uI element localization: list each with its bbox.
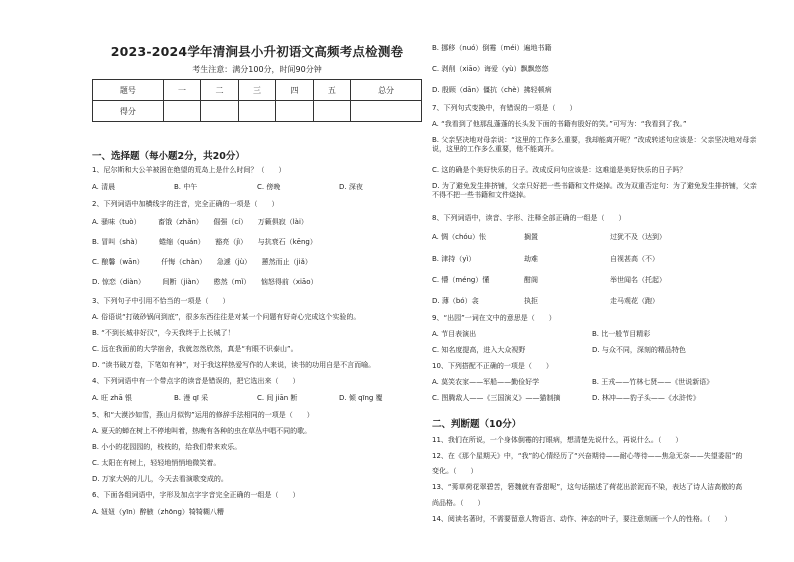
q1-option-d: D. 深夜 (339, 183, 363, 191)
judge-13-line2: 尚品格。（ ） (432, 499, 485, 507)
score-header-cell: 一 (163, 80, 200, 101)
q3-option-b: B. “不到长城非好汉”，今天我终于上长城了！ (92, 329, 235, 337)
question-8: 8、下列词语中，读音、字形、注释全部正确的一组是（ ） (432, 214, 626, 222)
q9-option-c: C. 知名度提高，进入大众视野 (432, 346, 526, 354)
score-header-cell: 题号 (93, 80, 164, 101)
score-cell[interactable] (201, 101, 238, 122)
question-6: 6、下面各组词语中，字形及加点字字音完全正确的一组是（ ） (92, 491, 300, 499)
q8-row-c-word2: 酣阁 (524, 276, 538, 284)
question-4: 4、下列词语中有一个带点字的读音是错误的，把它选出来（ ） (92, 377, 300, 385)
q4-option-c: C. 间 jiān 断 (257, 394, 298, 402)
question-5: 5、和“大漠沙如雪，燕山月似钩”运用的修辞手法相同的一项是（ ） (92, 411, 314, 419)
score-header-cell: 四 (276, 80, 313, 101)
question-7: 7、下列句式变换中，有错误的一项是（ ） (432, 104, 577, 112)
q1-option-b: B. 中午 (174, 183, 198, 191)
q10-option-a: A. 莫笑农家——军船——勤俭好学 (432, 378, 540, 386)
q2-option-c: C. 酿馨（wān） 仟悔（chàn） 急遽（jù） 蕙然而止（jiǎ） (92, 258, 312, 266)
q5-option-c: C. 太阳在有树上，轻轻地悄悄地微笑着。 (92, 459, 221, 467)
q8-row-a-word1: A. 惆（chóu）怅 (432, 233, 487, 241)
q8-row-a-word2: 搁置 (524, 233, 538, 241)
question-3: 3、下列句子中引用不恰当的一项是（ ） (92, 297, 230, 305)
q5-option-b: B. 小小的花园园的，枝枝的，给我们带来欢乐。 (92, 443, 242, 451)
q1-option-c: C. 傍晚 (257, 183, 281, 191)
q6-option-c: C. 剥削（xiāo）诲爱（yù）飘飘悠悠 (432, 65, 549, 73)
q8-row-d-word1: D. 薄（bó）衾 (432, 297, 479, 305)
q8-row-d-word3: 走马观花（跑） (610, 297, 659, 305)
score-cell[interactable] (313, 101, 350, 122)
q4-option-a: A. 旺 zhā 银 (92, 394, 132, 402)
exam-notice: 考生注意：满分100分，时间90分钟 (192, 65, 322, 74)
q2-option-a: A. 骚味（tuò） 畜饿（zhǎn） 倔强（cí） 万籁俱寂（lài） (92, 218, 308, 226)
q9-option-a: A. 节目表演出 (432, 330, 477, 338)
q2-option-b: B. 冒叫（shà） 蜷缩（quán） 豁亮（jì） 与抗衰石（kēng） (92, 238, 317, 246)
score-table-score-row (93, 101, 422, 122)
q1-option-a: A. 清晨 (92, 183, 116, 191)
q5-option-d: D. 万家大妈的儿儿，今天去看演歌变成的。 (92, 475, 228, 483)
left-column (92, 0, 422, 562)
q8-row-c-word3: 举世闻名（托起） (610, 276, 666, 284)
right-column (432, 0, 762, 562)
q7-option-d: D. 为了避免发生排挤铺，父亲只好把一些书籍和文件烧掉。改为双重否定句：为了避免发生排挤铺，父亲不得不把一些书籍和文件烧掉。 (432, 182, 757, 199)
score-cell[interactable] (276, 101, 313, 122)
score-cell[interactable] (351, 101, 422, 122)
q8-row-c-word1: C. 懵（méng）懂 (432, 276, 490, 284)
judge-12-line1: 12、在《那个星期天》中，“我”的心情经历了“兴奋期待——耐心等待——焦急无奈——失望委屈”的 (432, 452, 743, 460)
judge-11: 11、我们在所说，一个身体倒霉的打眼病，想清楚先说什么，再说什么。（ ） (432, 436, 683, 444)
q6-option-d: D. 殷顾（dān）僵抗（chè）拂轻顿病 (432, 86, 552, 94)
question-2: 2、下列词语中加横线字的注音，完全正确的一项是（ ） (92, 200, 279, 208)
q3-option-a: A. 俗语说“打破砂锅问到底”，很多东西往往是对某一个问题有好奇心完成这个实验的。 (92, 313, 361, 321)
q10-option-b: B. 王戎——竹林七贤——《世说新语》 (592, 378, 714, 386)
q4-option-d: D. 倾 qīng 覆 (339, 394, 383, 402)
score-header-cell: 二 (201, 80, 238, 101)
q9-option-b: B. 比一般节目精彩 (592, 330, 651, 338)
q7-option-a: A. “我看到了他那乱蓬蓬的长头发下面的书籍有股好的笑。”可写为：“我看到了我。” (432, 120, 687, 128)
question-1: 1、尼尔斯和大公羊被困在绝望的荒岛上是什么时间？（ ） (92, 166, 286, 174)
q8-row-b-word2: 劫难 (524, 255, 538, 263)
score-cell[interactable] (163, 101, 200, 122)
question-10: 10、下列搭配不正确的一项是（ ） (432, 362, 553, 370)
q4-option-b: B. 漫 qī 采 (174, 394, 209, 402)
judge-14: 14、阅读名著时，不需要留意人物语言、动作、神态的叶子，要注意刻画一个人的性格。（ ） (432, 515, 732, 523)
q10-option-d: D. 林冲——豹子头——《水浒传》 (592, 394, 700, 402)
q8-row-d-word2: 执拒 (524, 297, 538, 305)
judge-13-line1: 13、“莠草荷花翠碧苦，箬魏就有香甜呢”，这句话描述了荷花出淤泥而不染，表达了诗人洁高傲的高 (432, 483, 743, 491)
score-table-header-row (93, 80, 422, 101)
q3-option-d: D. “读书破万卷，下笔如有神”，对于我这样热爱写作的人来说，读书的功用自是不言而喻。 (92, 361, 376, 369)
score-row-label: 得分 (93, 101, 164, 122)
q8-row-b-word1: B. 津持（yì） (432, 255, 476, 263)
q10-option-c: C. 图腾敌人——《三国演义》——猫制摘 (432, 394, 561, 402)
q7-option-b: B. 父亲坚决地对母亲说：“这里的工作多么重要，我却能离开呢？”改成转述句应该是：父亲坚决地对母亲说，这里的工作多么重要，他不能离开。 (432, 136, 757, 153)
q6-option-b: B. 挪移（nuó）倒霉（méi）遍地书籍 (432, 44, 552, 52)
judge-12-line2: 变化。（ ） (432, 467, 478, 475)
q9-option-d: D. 与众不同，深刻的精品特色 (592, 346, 686, 354)
score-cell[interactable] (238, 101, 275, 122)
section-heading-choice: 一、选择题（每小题2分，共20分） (92, 151, 245, 162)
question-9: 9、“出园”一词在文中的意思是（ ） (432, 314, 556, 322)
q3-option-c: C. 远在我面前的大学宿舍，我就忽然欣然，真是“有眼不识泰山”。 (92, 345, 298, 353)
q7-option-c: C. 这的确是个美好快乐的日子。改成反问句应该是：这难道是美好快乐的日子吗？ (432, 166, 687, 174)
page-title: 2023-2024学年清涧县小升初语文高频考点检测卷 (110, 44, 404, 59)
q5-option-a: A. 夏天的蝉在树上不停地叫着，热晚有各种的虫在草丛中唱不同的歌。 (92, 427, 312, 435)
q2-option-d: D. 惊恋（diàn） 间断（jiàn） 憨然（mǐ） 恼怒得前（xiāo） (92, 278, 318, 286)
q8-row-a-word3: 过犹不及（达到） (610, 233, 666, 241)
score-header-cell: 总分 (351, 80, 422, 101)
q8-row-b-word3: 自视甚高（不） (610, 255, 659, 263)
score-header-cell: 三 (238, 80, 275, 101)
score-header-cell: 五 (313, 80, 350, 101)
section-heading-judge: 二、判断题（10分） (432, 419, 522, 430)
score-table (92, 79, 422, 122)
q6-option-a: A. 妞妞（yīn）醉腋（zhōng）犄犄糊八糟 (92, 508, 224, 516)
